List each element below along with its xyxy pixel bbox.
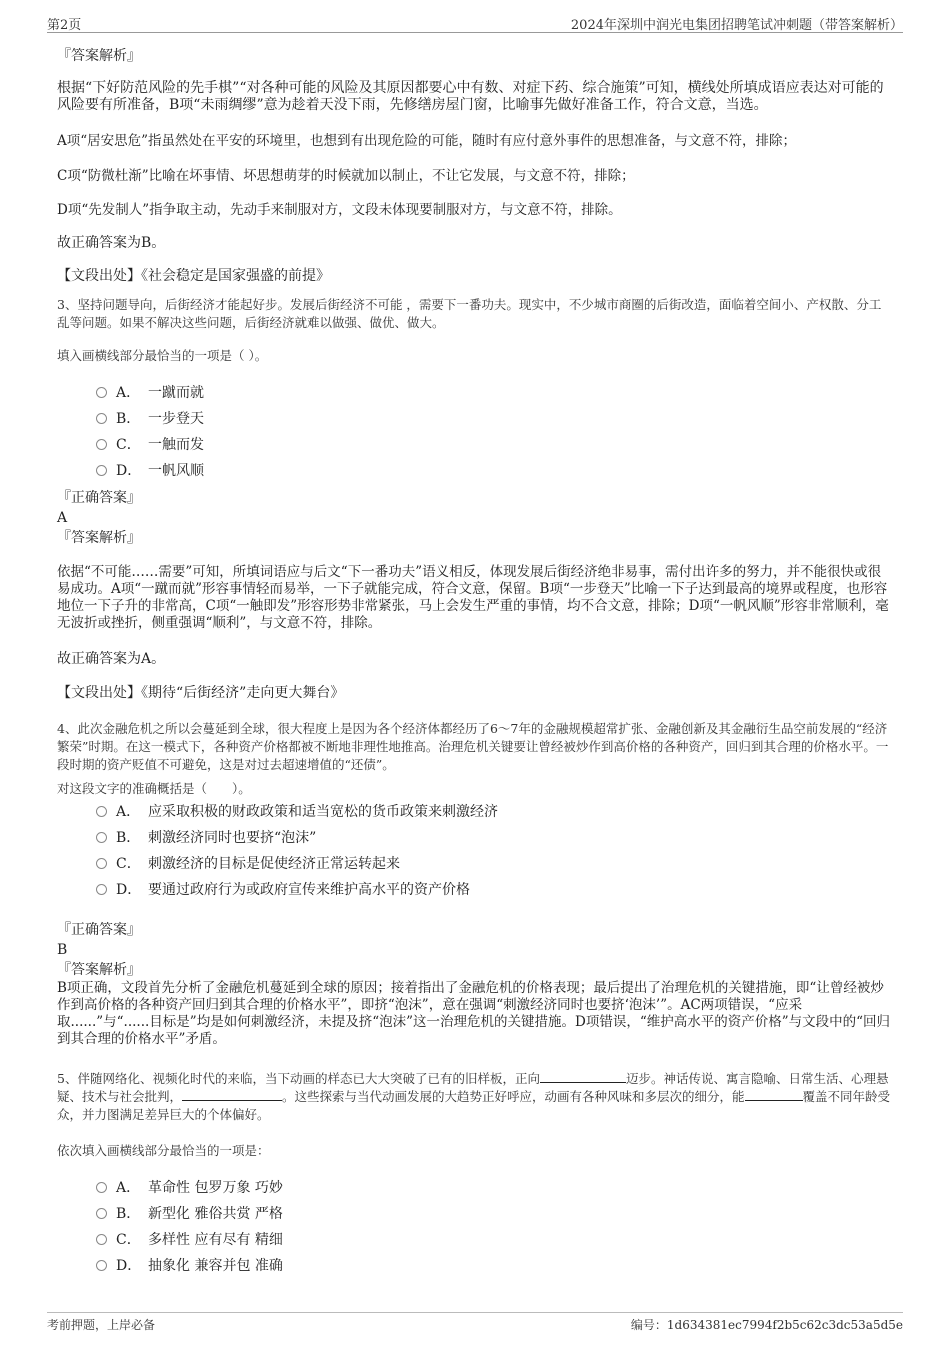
radio-icon[interactable]: [96, 1208, 107, 1219]
footer-slogan: 考前押题，上岸必备: [47, 1318, 156, 1332]
q4-answer-label: 『正确答案』: [57, 922, 141, 938]
q4-stem: 4、此次金融危机之所以会蔓延到全球，很大程度上是因为各个经济体都经历了6～7年的金融规模超常扩张、金融创新及其金融衍生品空前发展的“经济繁荣”时期。在这一模式下，各种资产价格都被不断地非理性地推高。治理危机关键要让曾经被炒作到高价格的各种资产，回归到其合理的价格水平。一段时期的资产贬值不可避免，这是对过去超速增值的“还债”。: [57, 721, 889, 772]
q4-analysis-label: 『答案解析』: [57, 962, 141, 978]
q3-option-b[interactable]: B． 一步登天: [96, 410, 204, 428]
q3-stem: 3、坚持问题导向，后街经济才能起好步。发展后街经济不可能 ，需要下一番功夫。现实中，不少城市商圈的后街改造，面临着空间小、产权散、分工乱等问题。如果不解决这些问题，后街经济就难以做强、做优、做大。: [57, 297, 882, 330]
q4-analysis-text: B项正确，文段首先分析了金融危机蔓延到全球的原因；接着指出了金融危机的价格表现；最后提出了治理危机的关键措施，即“让曾经被炒作到高价格的各种资产回归到其合理的价格水平”，即挤“泡沫”，意在强调“刺激经济同时也要挤‘泡沫’”。AC两项错误，“应采取......”与“......目标是”均是如何刺激经济，未提及挤“泡沫”这一治理危机的关键措施。D项错误，“维护高水平的资产价格”与文段中的“回归到其合理的价格水平”矛盾。: [57, 980, 891, 1047]
q3-answer: A: [57, 510, 68, 526]
blank-2: [182, 1088, 282, 1101]
radio-icon[interactable]: [96, 806, 107, 817]
q2-conclusion: 故正确答案为B。: [57, 235, 166, 251]
q3-option-c[interactable]: C． 一触而发: [96, 436, 204, 454]
q5-option-c[interactable]: C． 多样性 应有尽有 精细: [96, 1231, 283, 1249]
radio-icon[interactable]: [96, 1260, 107, 1271]
radio-icon[interactable]: [96, 413, 107, 424]
q3-analysis-label: 『答案解析』: [57, 530, 141, 546]
q2-analysis-a: A项“居安思危”指虽然处在平安的环境里，也想到有出现危险的可能，随时有应付意外事件的思想准备，与文意不符，排除；: [57, 133, 797, 149]
radio-icon[interactable]: [96, 465, 107, 476]
page-header: [47, 14, 903, 33]
q3-option-a[interactable]: A． 一蹴而就: [96, 384, 204, 402]
q2-analysis-c: C项“防微杜渐”比喻在坏事情、坏思想萌芽的时候就加以制止，不让它发展，与文意不符，排除；: [57, 168, 635, 184]
q5-stem: 5、伴随网络化、视频化时代的来临，当下动画的样态已大大突破了已有的旧样板，正向 迈步。神话传说、寓言隐喻、日常生活、心理悬疑、技术与社会批判， 。这些探索与当代动画发展的大趋势正好呼应，动画有各种风味和多层次的细分，能 覆盖不同年龄受众，并力图满足差异巨大的个体偏好。: [57, 1071, 891, 1122]
q3-source: 【文段出处】《期待“后街经济”走向更大舞台》: [57, 685, 345, 701]
q3-option-d[interactable]: D． 一帆风顺: [96, 462, 204, 480]
page-footer: [47, 1312, 903, 1336]
radio-icon[interactable]: [96, 1234, 107, 1245]
q2-analysis-label: 『答案解析』: [57, 48, 141, 64]
q5-prompt: 依次填入画横线部分最恰当的一项是：: [57, 1143, 270, 1158]
q2-analysis-text: 根据“下好防范风险的先手棋”“对各种可能的风险及其原因都要心中有数、对症下药、综合施策”可知，横线处所填成语应表达对可能的风险要有所准备，B项“未雨绸缪”意为趁着天没下雨，先修缮房屋门窗，比喻事先做好准备工作，符合文意，当选。: [57, 80, 884, 113]
q3-answer-label: 『正确答案』: [57, 490, 141, 506]
q4-option-b[interactable]: B． 刺激经济同时也要挤“泡沫”: [96, 829, 316, 847]
q3-analysis-text: 依据“不可能……需要”可知，所填词语应与后文“下一番功夫”语义相反，体现发展后街经济绝非易事，需付出许多的努力，并不能很快或很易成功。A项“一蹴而就”形容事情轻而易举，一下子就能完成，符合文意，保留。B项“一步登天”比喻一下子达到最高的境界或程度，也形容地位一下子升的非常高，C项“一触即发”形容形势非常紧张，马上会发生严重的事情，均不合文意，排除；D项“一帆风顺”形容非常顺利，毫无波折或挫折，侧重强调“顺利”，与文意不符，排除。: [57, 564, 889, 631]
q2-source: 【文段出处】《社会稳定是国家强盛的前提》: [57, 268, 330, 284]
blank-3: [745, 1088, 803, 1101]
blank-1: [540, 1070, 626, 1083]
radio-icon[interactable]: [96, 858, 107, 869]
page-number: 第2页: [47, 18, 82, 33]
radio-icon[interactable]: [96, 439, 107, 450]
q5-option-b[interactable]: B． 新型化 雅俗共赏 严格: [96, 1205, 283, 1223]
q3-prompt: 填入画横线部分最恰当的一项是（ ）。: [57, 348, 268, 363]
document-title: 2024年深圳中润光电集团招聘笔试冲刺题（带答案解析）: [570, 18, 903, 33]
q2-analysis-d: D项“先发制人”指争取主动，先动手来制服对方，文段未体现要制服对方，与文意不符，排除。: [57, 202, 622, 218]
radio-icon[interactable]: [96, 1182, 107, 1193]
q5-option-a[interactable]: A． 革命性 包罗万象 巧妙: [96, 1179, 283, 1197]
q4-answer: B: [57, 942, 68, 958]
document-id: 编号：1d634381ec7994f2b5c62c3dc53a5d5e: [630, 1318, 903, 1332]
q3-conclusion: 故正确答案为A。: [57, 651, 166, 667]
q4-prompt: 对这段文字的准确概括是（ ）。: [57, 781, 251, 796]
radio-icon[interactable]: [96, 387, 107, 398]
q4-option-c[interactable]: C． 刺激经济的目标是促使经济正常运转起来: [96, 855, 400, 873]
radio-icon[interactable]: [96, 884, 107, 895]
q4-option-d[interactable]: D． 要通过政府行为或政府宣传来维护高水平的资产价格: [96, 881, 470, 899]
q4-option-a[interactable]: A． 应采取积极的财政政策和适当宽松的货币政策来刺激经济: [96, 803, 498, 821]
q5-option-d[interactable]: D． 抽象化 兼容并包 准确: [96, 1257, 283, 1275]
radio-icon[interactable]: [96, 832, 107, 843]
